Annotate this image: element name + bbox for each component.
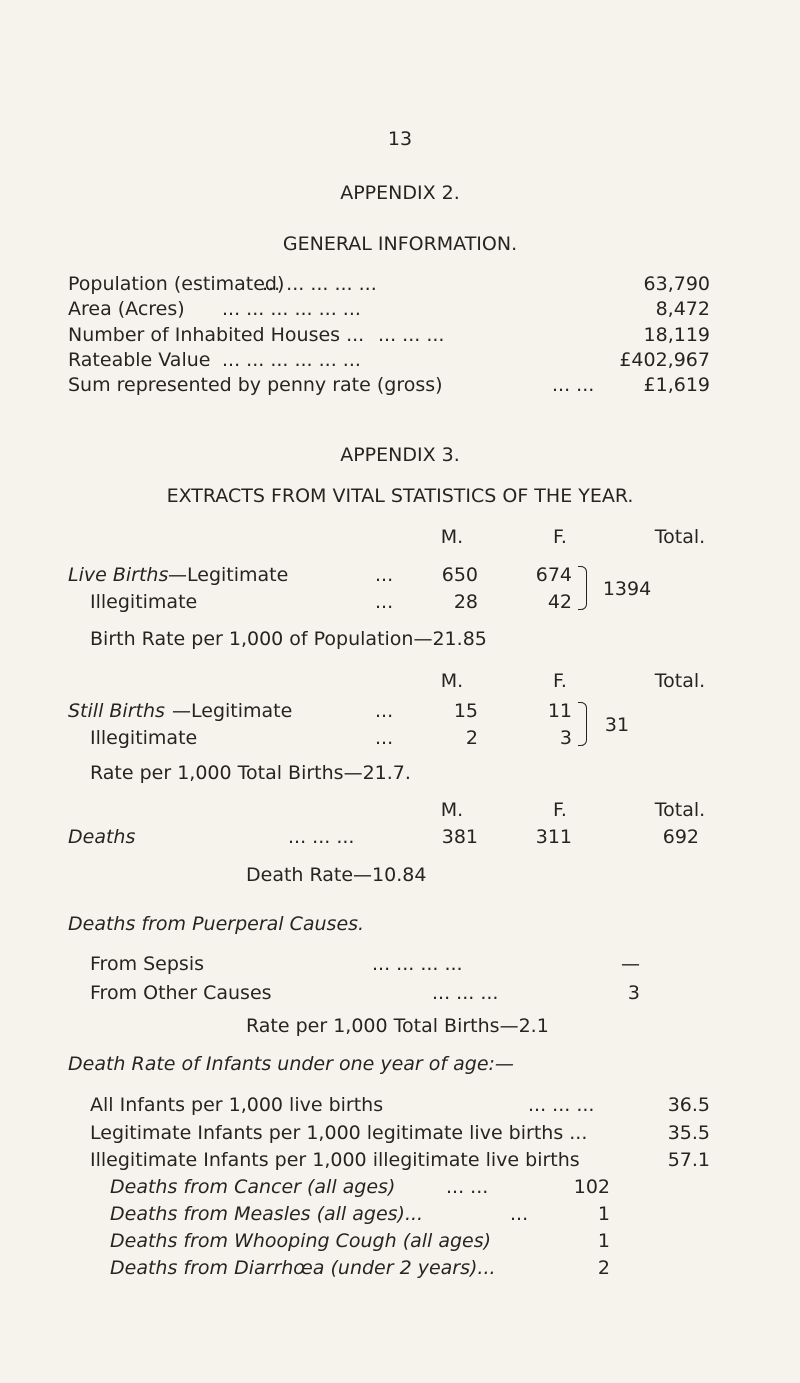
other-causes-label: From Other Causes [90, 982, 272, 1004]
row-value: 18,119 [643, 324, 710, 346]
deaths-m: 381 [441, 826, 478, 848]
live-births-total: 1394 [602, 578, 652, 600]
row-value: 102 [573, 1176, 610, 1198]
death-rate: Death Rate—10.84 [246, 864, 427, 886]
row-dots: ... ... ... [378, 324, 445, 346]
row-label: Deaths from Whooping Cough (all ages) [110, 1230, 492, 1252]
row-value: 35.5 [667, 1122, 710, 1144]
column-m-header: M. [440, 670, 464, 692]
column-m-header: M. [440, 799, 464, 821]
row-label: All Infants per 1,000 live births [90, 1094, 384, 1116]
row-label: Legitimate Infants per 1,000 legitimate live births ... [90, 1122, 588, 1144]
birth-rate: Birth Rate per 1,000 of Population—21.85 [90, 628, 487, 650]
column-f-header: F. [553, 526, 567, 548]
row-dots: ... ... [552, 374, 595, 396]
row-value: 1 [597, 1203, 610, 1225]
row-dots: ... [375, 727, 394, 749]
row-dots: ... [375, 700, 394, 722]
sepsis-label: From Sepsis [90, 953, 204, 975]
row-value: 1 [597, 1230, 610, 1252]
legitimate-label: —Legitimate [168, 564, 289, 586]
row-label: Deaths from Diarrhœa (under 2 years)... [110, 1257, 496, 1279]
live-legit-m: 650 [441, 564, 478, 586]
appendix-2-title: APPENDIX 2. [340, 182, 460, 204]
column-f-header: F. [553, 670, 567, 692]
column-total-header: Total. [654, 670, 706, 692]
live-illegit-f: 42 [547, 591, 572, 613]
row-label: Area (Acres) [68, 298, 185, 320]
bracket [578, 702, 587, 746]
live-births-label: Live Births [68, 564, 169, 586]
row-label: Number of Inhabited Houses ... [68, 324, 365, 346]
row-label: Population (estimated) [68, 273, 285, 295]
row-label: Sum represented by penny rate (gross) [68, 374, 443, 396]
row-dots: ... ... ... ... [372, 953, 463, 975]
still-birth-rate: Rate per 1,000 Total Births—21.7. [90, 762, 411, 784]
row-dots: ... [375, 591, 394, 613]
deaths-label: Deaths [68, 826, 136, 848]
row-dots: ... ... ... [432, 982, 499, 1004]
deaths-f: 311 [535, 826, 572, 848]
appendix-3-title: APPENDIX 3. [340, 444, 460, 466]
general-information-heading: GENERAL INFORMATION. [282, 233, 518, 255]
row-label: Illegitimate Infants per 1,000 illegitimate live births [90, 1149, 580, 1171]
still-legit-m: 15 [453, 700, 478, 722]
still-births-label: Still Births [68, 700, 165, 722]
row-dots: ... ... ... ... ... ... [222, 349, 361, 371]
puerperal-heading: Deaths from Puerperal Causes. [68, 913, 365, 935]
row-dots: ... ... ... [528, 1094, 595, 1116]
deaths-total: 692 [662, 826, 699, 848]
vital-statistics-heading: EXTRACTS FROM VITAL STATISTICS OF THE YEAR. [166, 485, 634, 507]
sepsis-value: — [621, 953, 640, 975]
row-dots: ... [510, 1203, 529, 1225]
row-dots: ... [375, 564, 394, 586]
row-value: 2 [597, 1257, 610, 1279]
row-value: £1,619 [643, 374, 710, 396]
row-value: 63,790 [643, 273, 710, 295]
row-value: 57.1 [667, 1149, 710, 1171]
row-dots: ... ... ... ... ... [262, 273, 377, 295]
row-label: Rateable Value [68, 349, 211, 371]
live-legit-f: 674 [535, 564, 572, 586]
row-value: £402,967 [619, 349, 710, 371]
row-value: 36.5 [667, 1094, 710, 1116]
column-f-header: F. [553, 799, 567, 821]
bracket [578, 566, 587, 610]
column-total-header: Total. [654, 526, 706, 548]
page-number: 13 [387, 128, 413, 150]
live-illegit-m: 28 [453, 591, 478, 613]
row-value: 8,472 [655, 298, 710, 320]
illegitimate-label: Illegitimate [90, 727, 198, 749]
illegitimate-label: Illegitimate [90, 591, 198, 613]
row-label: Deaths from Cancer (all ages) [110, 1176, 396, 1198]
puerperal-rate: Rate per 1,000 Total Births—2.1 [246, 1015, 549, 1037]
column-total-header: Total. [654, 799, 706, 821]
row-dots: ... ... ... [288, 826, 355, 848]
legitimate-label: —Legitimate [172, 700, 293, 722]
row-dots: ... ... [446, 1176, 489, 1198]
infant-heading: Death Rate of Infants under one year of age:— [68, 1053, 514, 1075]
row-label: Deaths from Measles (all ages)... [110, 1203, 424, 1225]
other-causes-value: 3 [627, 982, 640, 1004]
still-births-total: 31 [604, 714, 630, 736]
still-illegit-f: 3 [559, 727, 572, 749]
still-legit-f: 11 [547, 700, 572, 722]
still-illegit-m: 2 [465, 727, 478, 749]
row-dots: ... ... ... ... ... ... [222, 298, 361, 320]
column-m-header: M. [440, 526, 464, 548]
